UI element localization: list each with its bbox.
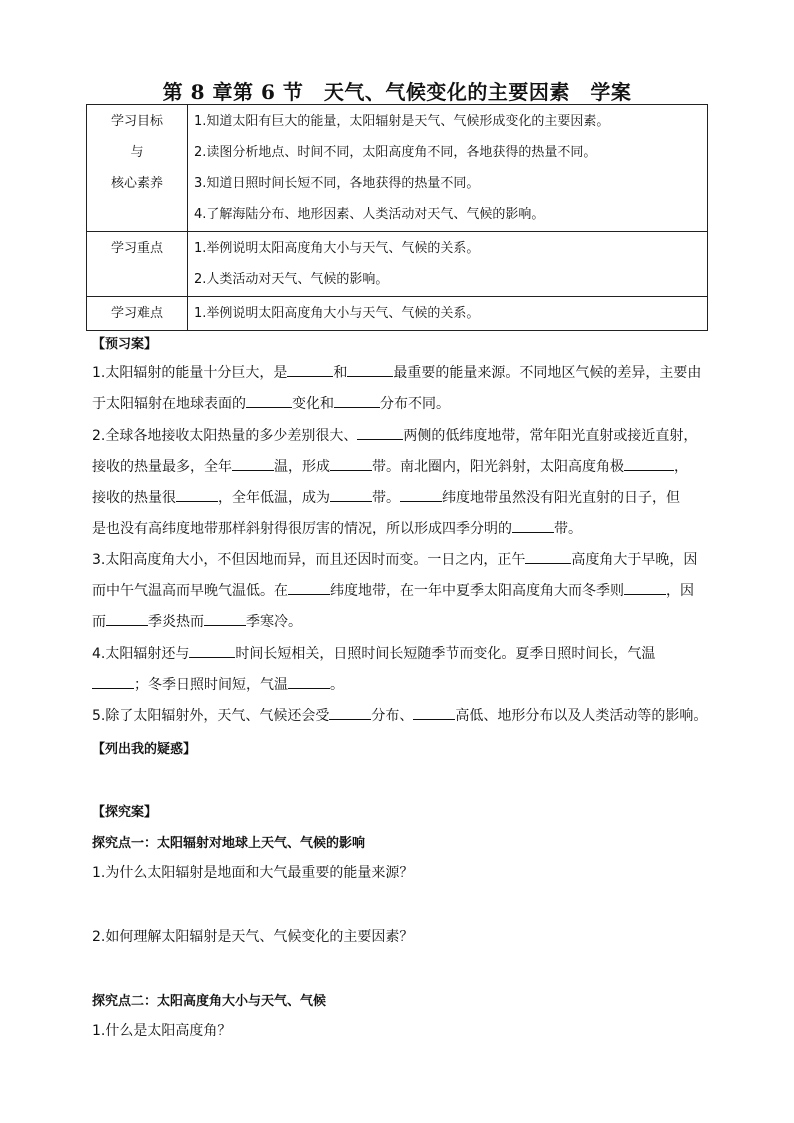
fill-blank[interactable]: [400, 488, 442, 502]
explore-point-1: 探究点一：太阳辐射对地球上天气、气候的影响: [92, 836, 366, 851]
fill-blank[interactable]: [106, 612, 148, 626]
explore-question: 1.什么是太阳高度角？: [92, 1023, 232, 1039]
fill-blank[interactable]: [189, 644, 235, 658]
fill-blank[interactable]: [232, 457, 274, 471]
fill-blank[interactable]: [357, 426, 403, 440]
objective-line: 3.知道日照时间长短不同，各地获得的热量不同。: [194, 176, 480, 191]
fill-blank[interactable]: [330, 457, 372, 471]
preview-question-5: 5.除了太阳辐射外，天气、气候还会受 分布、 高低、地形分布以及人类活动等的影响。: [92, 708, 708, 724]
preview-question-1: 1.太阳辐射的能量十分巨大，是 和 最重要的能量来源。不同地区气候的差异，主要由 于太阳辐射在地球表面的 变化和 分布不同。: [92, 365, 702, 412]
key-point-line: 1.举例说明太阳高度角大小与天气、气候的关系。: [194, 241, 480, 256]
row-body: [188, 105, 708, 232]
fill-blank[interactable]: [204, 612, 246, 626]
preview-question-4: 4.太阳辐射还与 时间长短相关，日照时间长短随季节而变化。夏季日照时间长，气温 ；冬季日照时间短，气温 。: [92, 646, 656, 693]
explore-question: 2.如何理解太阳辐射是天气、气候变化的主要因素？: [92, 929, 414, 945]
fill-blank[interactable]: [92, 675, 134, 689]
table-row: [87, 232, 708, 297]
explore-header: 【探究案】: [92, 805, 158, 820]
row-body: [188, 297, 708, 331]
explore-point-2: 探究点二：太阳高度角大小与天气、气候: [92, 994, 327, 1009]
row-head: 学习目标 与 核心素养: [87, 105, 188, 232]
objective-line: 4.了解海陆分布、地形因素、人类活动对天气、气候的影响。: [194, 207, 545, 222]
fill-blank[interactable]: [413, 706, 455, 720]
row-body: [188, 232, 708, 297]
fill-blank[interactable]: [334, 394, 380, 408]
fill-blank[interactable]: [288, 581, 330, 595]
difficulty-line: 1.举例说明太阳高度角大小与天气、气候的关系。: [194, 306, 480, 321]
doubts-header: 【列出我的疑惑】: [92, 742, 197, 757]
preview-question-3: 3.太阳高度角大小，不但因地而异，而且还因时而变。一日之内，正午 高度角大于早晚，因 而中午气温高而早晚气温低。在 纬度地带，在一年中夏季太阳高度角大而冬季则 ，因 而 季炎热而 季寒冷。: [92, 552, 698, 630]
learning-objectives-table: [86, 104, 708, 331]
preview-question-2: 2.全球各地接收太阳热量的多少差别很大、 两侧的低纬度地带，常年阳光直射或接近直射， 接收的热量最多，全年 温，形成 带。南北圈内，阳光斜射，太阳高度角极 ， 接收的热量很 ，全年低温，成为 带。 纬度地带虽然没有阳光直射的日子，但 是也没有高纬度地带那样斜射得很厉害的情况，所以形成四季分明的 带。: [92, 428, 698, 537]
fill-blank[interactable]: [512, 519, 554, 533]
table-row: [87, 297, 708, 331]
fill-blank[interactable]: [287, 363, 333, 377]
fill-blank[interactable]: [288, 675, 330, 689]
row-head: 学习难点: [87, 297, 188, 331]
fill-blank[interactable]: [176, 488, 218, 502]
explore-question: 1.为什么太阳辐射是地面和大气最重要的能量来源？: [92, 865, 414, 881]
preview-header: 【预习案】: [92, 337, 158, 352]
fill-blank[interactable]: [347, 363, 393, 377]
row-head: 学习重点: [87, 232, 188, 297]
fill-blank[interactable]: [624, 581, 666, 595]
key-point-line: 2.人类活动对天气、气候的影响。: [194, 272, 389, 287]
objective-line: 1.知道太阳有巨大的能量，太阳辐射是天气、气候形成变化的主要因素。: [194, 114, 610, 129]
fill-blank[interactable]: [246, 394, 292, 408]
table-row: [87, 105, 708, 232]
fill-blank[interactable]: [329, 706, 371, 720]
fill-blank[interactable]: [330, 488, 372, 502]
fill-blank[interactable]: [525, 550, 571, 564]
page-title: 第 8 章第 6 节 天气、气候变化的主要因素 学案: [162, 80, 632, 104]
fill-blank[interactable]: [624, 457, 674, 471]
objective-line: 2.读图分析地点、时间不同，太阳高度角不同，各地获得的热量不同。: [194, 145, 597, 160]
